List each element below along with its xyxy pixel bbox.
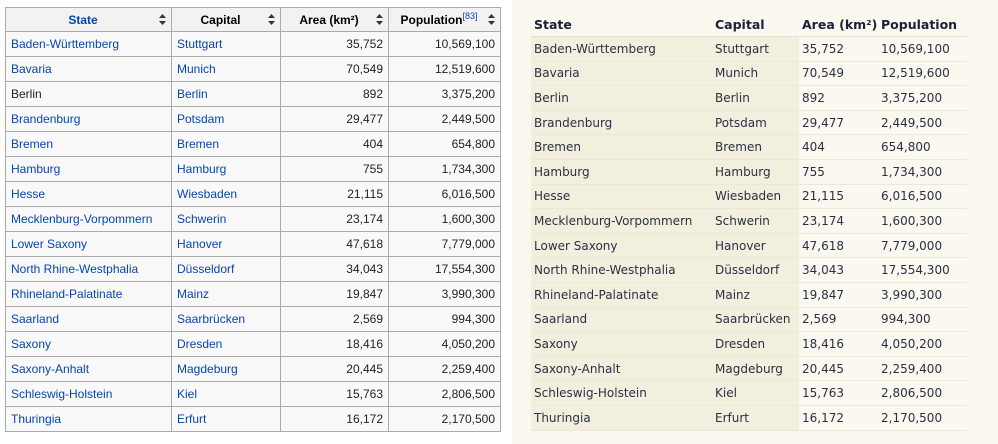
capital-link[interactable]: Wiesbaden <box>177 187 238 201</box>
table-cell-population <box>389 282 501 307</box>
table-cell-area <box>281 357 389 382</box>
table-cell-area <box>281 107 389 132</box>
table-cell-population: 2,259,400 <box>878 356 967 381</box>
styled-table-panel <box>512 0 998 444</box>
capital-link[interactable]: Potsdam <box>177 112 225 126</box>
state-link[interactable]: Hamburg <box>11 162 61 176</box>
table-cell-capital <box>172 382 281 407</box>
table-cell-area <box>281 407 389 432</box>
table-row <box>531 209 967 234</box>
table-cell-capital: Bremen <box>712 135 799 160</box>
population-value: 2,170,500 <box>441 412 495 426</box>
table-cell-state <box>6 332 172 357</box>
population-value: 7,779,000 <box>441 237 495 251</box>
table-cell-state <box>6 207 172 232</box>
header-label-state: State <box>68 12 98 27</box>
table-cell-area <box>281 32 389 57</box>
state-link[interactable]: Saxony <box>11 337 52 351</box>
sortable-header-state[interactable] <box>6 8 172 32</box>
population-value: 2,806,500 <box>441 387 495 401</box>
table-cell-state <box>6 132 172 157</box>
population-value: 3,990,300 <box>441 287 495 301</box>
table-cell-capital: Hanover <box>712 233 799 258</box>
state-link[interactable]: North Rhine-Westphalia <box>11 262 139 276</box>
table-cell-capital <box>172 207 281 232</box>
table-cell-population: 994,300 <box>878 307 967 332</box>
table-cell-area <box>281 282 389 307</box>
state-link[interactable]: Brandenburg <box>11 112 81 126</box>
table-row <box>6 182 501 207</box>
table-cell-population <box>389 332 501 357</box>
table-cell-state: Bremen <box>531 135 712 160</box>
table-cell-population <box>389 32 501 57</box>
sortable-header-area[interactable] <box>281 8 389 32</box>
population-value: 1,734,300 <box>441 162 495 176</box>
table-row <box>6 32 501 57</box>
table-cell-capital <box>172 407 281 432</box>
table-cell-area <box>281 257 389 282</box>
capital-link[interactable]: Erfurt <box>177 412 207 426</box>
table-cell-population <box>389 132 501 157</box>
table-cell-capital: Kiel <box>712 381 799 406</box>
table-cell-state <box>6 232 172 257</box>
table-cell-state: Saxony-Anhalt <box>531 356 712 381</box>
table-header-row <box>531 13 967 37</box>
population-value: 654,800 <box>451 137 495 151</box>
table-cell-population: 2,449,500 <box>878 110 967 135</box>
area-value: 19,847 <box>346 287 383 301</box>
area-value: 35,752 <box>346 37 383 51</box>
state-link[interactable]: Mecklenburg-Vorpommern <box>11 212 153 226</box>
table-cell-population: 10,569,100 <box>878 37 967 62</box>
table-cell-capital: Wiesbaden <box>712 184 799 209</box>
population-value: 1,600,300 <box>441 212 495 226</box>
population-value: 3,375,200 <box>441 87 495 101</box>
state-link[interactable]: Schleswig-Holstein <box>11 387 113 401</box>
table-cell-state: Saarland <box>531 307 712 332</box>
table-cell-state: Rhineland-Palatinate <box>531 282 712 307</box>
table-header-row <box>6 8 501 32</box>
state-link[interactable]: Saxony-Anhalt <box>11 362 90 376</box>
table-cell-state: Hamburg <box>531 159 712 184</box>
table-cell-state <box>6 32 172 57</box>
states-table-wiki <box>5 7 501 432</box>
area-value: 2,569 <box>352 312 383 326</box>
table-row <box>531 184 967 209</box>
table-cell-population <box>389 407 501 432</box>
capital-link[interactable]: Bremen <box>177 137 220 151</box>
area-value: 18,416 <box>346 337 383 351</box>
table-row <box>531 307 967 332</box>
area-value: 892 <box>362 87 383 101</box>
table-cell-area <box>281 182 389 207</box>
header-label-capital: Capital <box>200 12 241 27</box>
capital-link[interactable]: Mainz <box>177 287 210 301</box>
table-cell-population: 654,800 <box>878 135 967 160</box>
table-cell-capital: Magdeburg <box>712 356 799 381</box>
population-value: 12,519,600 <box>434 62 495 76</box>
table-cell-capital <box>172 132 281 157</box>
table-cell-state <box>6 357 172 382</box>
table-row <box>531 405 967 430</box>
area-value: 755 <box>362 162 383 176</box>
table-cell-capital: Dresden <box>712 332 799 357</box>
capital-link[interactable]: Hanover <box>177 237 223 251</box>
table-cell-area: 16,172 <box>799 405 878 430</box>
table-cell-state: Hesse <box>531 184 712 209</box>
area-value: 16,172 <box>346 412 383 426</box>
table-cell-population: 1,600,300 <box>878 209 967 234</box>
table-row <box>531 381 967 406</box>
table-cell-area: 15,763 <box>799 381 878 406</box>
capital-link[interactable]: Magdeburg <box>177 362 238 376</box>
header-label-area: Area (km²) <box>299 12 359 27</box>
capital-link[interactable]: Hamburg <box>177 162 227 176</box>
table-cell-capital: Berlin <box>712 86 799 111</box>
table-cell-capital <box>172 357 281 382</box>
capital-link[interactable]: Düsseldorf <box>177 262 235 276</box>
state-link[interactable]: Hesse <box>11 187 46 201</box>
table-cell-area: 47,618 <box>799 233 878 258</box>
table-cell-population: 7,779,000 <box>878 233 967 258</box>
table-cell-area: 404 <box>799 135 878 160</box>
table-row <box>6 382 501 407</box>
table-cell-area: 34,043 <box>799 258 878 283</box>
sort-arrows-icon[interactable] <box>376 14 383 25</box>
styled-table-body <box>531 37 967 431</box>
table-cell-population: 3,375,200 <box>878 86 967 111</box>
table-cell-state: Mecklenburg-Vorpommern <box>531 209 712 234</box>
table-cell-capital <box>172 182 281 207</box>
table-row <box>531 135 967 160</box>
table-cell-state: North Rhine-Westphalia <box>531 258 712 283</box>
table-row <box>6 157 501 182</box>
table-cell-state <box>6 382 172 407</box>
table-cell-capital <box>172 282 281 307</box>
table-row <box>6 282 501 307</box>
capital-link[interactable]: Dresden <box>177 337 223 351</box>
table-cell-area: 21,115 <box>799 184 878 209</box>
table-cell-capital: Munich <box>712 61 799 86</box>
table-cell-state: Bavaria <box>531 61 712 86</box>
table-cell-state <box>6 57 172 82</box>
table-cell-state <box>6 182 172 207</box>
table-row <box>531 37 967 62</box>
table-cell-capital <box>172 332 281 357</box>
table-cell-capital: Schwerin <box>712 209 799 234</box>
table-cell-population: 1,734,300 <box>878 159 967 184</box>
area-value: 70,549 <box>346 62 383 76</box>
area-value: 47,618 <box>346 237 383 251</box>
table-cell-population <box>389 257 501 282</box>
table-cell-area: 755 <box>799 159 878 184</box>
sortable-header-capital[interactable] <box>172 8 281 32</box>
table-row <box>6 407 501 432</box>
table-cell-area: 20,445 <box>799 356 878 381</box>
table-cell-state: Schleswig-Holstein <box>531 381 712 406</box>
state-link[interactable]: Thuringia <box>11 412 62 426</box>
table-cell-capital <box>172 157 281 182</box>
table-cell-area: 70,549 <box>799 61 878 86</box>
table-cell-population <box>389 82 501 107</box>
sort-arrows-icon[interactable] <box>159 14 166 25</box>
table-row <box>531 356 967 381</box>
states-table-styled <box>531 13 967 431</box>
area-value: 23,174 <box>346 212 383 226</box>
area-value: 34,043 <box>346 262 383 276</box>
table-cell-area <box>281 157 389 182</box>
table-row <box>6 232 501 257</box>
population-value: 2,449,500 <box>441 112 495 126</box>
header-state: State <box>531 13 712 37</box>
state-link: Berlin <box>11 87 42 101</box>
area-value: 21,115 <box>347 187 383 201</box>
capital-link[interactable]: Kiel <box>177 387 198 401</box>
header-capital: Capital <box>712 13 799 37</box>
table-cell-population: 3,990,300 <box>878 282 967 307</box>
table-row <box>531 332 967 357</box>
table-cell-capital: Potsdam <box>712 110 799 135</box>
state-link[interactable]: Saarland <box>11 312 60 326</box>
area-value: 20,445 <box>346 362 383 376</box>
table-cell-state <box>6 157 172 182</box>
table-cell-capital: Mainz <box>712 282 799 307</box>
table-cell-area: 23,174 <box>799 209 878 234</box>
table-cell-population <box>389 207 501 232</box>
table-cell-area <box>281 82 389 107</box>
table-row <box>531 233 967 258</box>
table-row <box>531 110 967 135</box>
table-cell-population <box>389 382 501 407</box>
table-row <box>6 357 501 382</box>
table-row <box>6 132 501 157</box>
capital-link[interactable]: Munich <box>177 62 216 76</box>
table-cell-capital: Stuttgart <box>712 37 799 62</box>
state-link[interactable]: Bremen <box>11 137 54 151</box>
population-value: 2,259,400 <box>441 362 495 376</box>
table-cell-population <box>389 157 501 182</box>
table-cell-capital <box>172 107 281 132</box>
table-row <box>531 61 967 86</box>
table-cell-state <box>6 82 172 107</box>
table-cell-area: 18,416 <box>799 332 878 357</box>
capital-link[interactable]: Schwerin <box>177 212 227 226</box>
table-cell-capital <box>172 232 281 257</box>
table-cell-state: Berlin <box>531 86 712 111</box>
table-row <box>6 207 501 232</box>
table-row <box>6 257 501 282</box>
population-value: 10,569,100 <box>434 37 495 51</box>
table-cell-area: 35,752 <box>799 37 878 62</box>
table-cell-population: 4,050,200 <box>878 332 967 357</box>
table-cell-area: 892 <box>799 86 878 111</box>
table-cell-area <box>281 57 389 82</box>
table-cell-population <box>389 307 501 332</box>
table-cell-capital: Saarbrücken <box>712 307 799 332</box>
table-cell-area <box>281 307 389 332</box>
header-area: Area (km²) <box>799 13 878 37</box>
table-cell-capital <box>172 57 281 82</box>
population-value: 994,300 <box>451 312 495 326</box>
table-cell-state <box>6 307 172 332</box>
header-label-population: Population <box>400 12 463 27</box>
table-cell-population <box>389 57 501 82</box>
table-cell-state <box>6 407 172 432</box>
header-population: Population <box>878 13 967 37</box>
table-cell-area: 2,569 <box>799 307 878 332</box>
table-cell-capital <box>172 32 281 57</box>
state-link[interactable]: Baden-Württemberg <box>11 37 120 51</box>
table-cell-state <box>6 257 172 282</box>
population-value: 17,554,300 <box>434 262 495 276</box>
table-cell-area <box>281 332 389 357</box>
table-row <box>531 159 967 184</box>
table-row <box>6 307 501 332</box>
table-row <box>531 86 967 111</box>
state-link[interactable]: Bavaria <box>11 62 52 76</box>
area-value: 15,763 <box>346 387 383 401</box>
table-cell-capital: Hamburg <box>712 159 799 184</box>
table-row <box>531 258 967 283</box>
capital-link[interactable]: Berlin <box>177 87 208 101</box>
table-cell-population <box>389 182 501 207</box>
table-cell-capital <box>172 82 281 107</box>
sort-arrows-icon[interactable] <box>488 14 495 25</box>
population-value: 4,050,200 <box>441 337 495 351</box>
table-cell-population <box>389 232 501 257</box>
population-value: 6,016,500 <box>441 187 495 201</box>
table-cell-area <box>281 207 389 232</box>
table-row <box>6 82 501 107</box>
table-cell-capital <box>172 257 281 282</box>
table-cell-state: Lower Saxony <box>531 233 712 258</box>
table-cell-population: 12,519,600 <box>878 61 967 86</box>
table-cell-capital: Düsseldorf <box>712 258 799 283</box>
table-row <box>531 282 967 307</box>
table-cell-area <box>281 232 389 257</box>
state-link[interactable]: Rhineland-Palatinate <box>11 287 123 301</box>
table-cell-population: 2,806,500 <box>878 381 967 406</box>
table-cell-capital <box>172 307 281 332</box>
capital-link[interactable]: Saarbrücken <box>177 312 246 326</box>
area-value: 29,477 <box>346 112 383 126</box>
table-cell-capital: Erfurt <box>712 405 799 430</box>
table-cell-population <box>389 107 501 132</box>
table-cell-state <box>6 282 172 307</box>
table-cell-state: Brandenburg <box>531 110 712 135</box>
sortable-header-population[interactable] <box>389 8 501 32</box>
table-cell-state: Baden-Württemberg <box>531 37 712 62</box>
table-cell-area: 29,477 <box>799 110 878 135</box>
table-cell-area <box>281 382 389 407</box>
capital-link[interactable]: Stuttgart <box>177 37 223 51</box>
table-cell-state: Thuringia <box>531 405 712 430</box>
table-cell-area: 19,847 <box>799 282 878 307</box>
table-cell-population: 17,554,300 <box>878 258 967 283</box>
table-cell-area <box>281 132 389 157</box>
table-row <box>6 107 501 132</box>
wiki-table-body <box>6 32 501 432</box>
area-value: 404 <box>362 137 383 151</box>
table-cell-population: 2,170,500 <box>878 405 967 430</box>
table-cell-population <box>389 357 501 382</box>
table-row <box>6 332 501 357</box>
table-row <box>6 57 501 82</box>
table-cell-population: 6,016,500 <box>878 184 967 209</box>
sort-arrows-icon[interactable] <box>268 14 275 25</box>
reference-link[interactable]: [83] <box>462 10 478 21</box>
table-cell-state: Saxony <box>531 332 712 357</box>
state-link[interactable]: Lower Saxony <box>11 237 88 251</box>
table-cell-state <box>6 107 172 132</box>
